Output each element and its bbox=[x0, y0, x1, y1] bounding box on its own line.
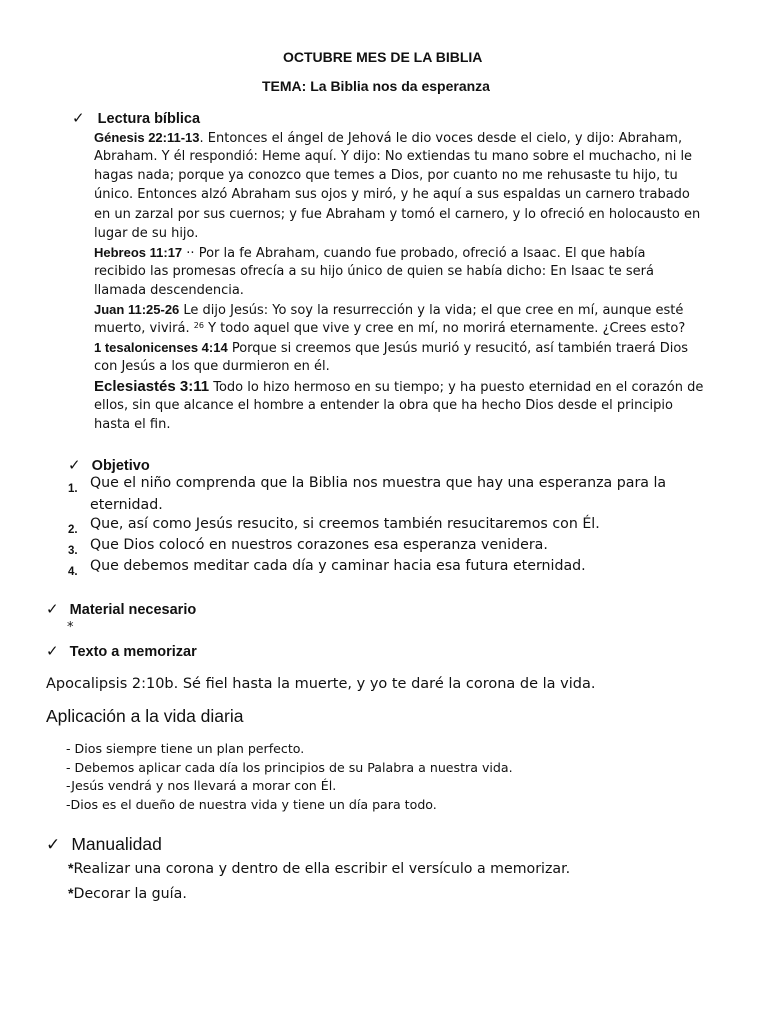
list-text: Decorar la guía. bbox=[73, 886, 187, 902]
genesis-line-5: en un zarzal por sus cuernos; y fue Abraham y tomó el carnero, y lo ofreció en holocausto en bbox=[94, 207, 701, 222]
list-item bbox=[68, 516, 600, 537]
list-item bbox=[68, 475, 667, 496]
list-text: Que Dios colocó en nuestros corazones esa esperanza venidera. bbox=[90, 537, 548, 553]
list-item: - Debemos aplicar cada día los principios de su Palabra a nuestra vida. bbox=[66, 760, 513, 775]
material-heading: Material necesario bbox=[69, 602, 197, 618]
tema-line bbox=[262, 78, 490, 94]
genesis-line-6: lugar de su hijo. bbox=[94, 226, 199, 241]
list-number: 3. bbox=[68, 545, 78, 557]
checkmark-icon: ✓ bbox=[46, 642, 59, 660]
tesalonicenses-line-2: con Jesús a los que durmieron en él. bbox=[94, 359, 330, 374]
verse-text: Porque si creemos que Jesús murió y resucitó, así también traerá Dios bbox=[227, 341, 689, 356]
material-note: * bbox=[67, 620, 74, 635]
genesis-line-3: hagas nada; porque ya conozco que temes a Dios, por cuanto no me rehusaste tu hijo, tu bbox=[94, 168, 678, 183]
verse-text: ·· Por la fe Abraham, cuando fue probado, ofreció a Isaac. El que había bbox=[182, 246, 646, 261]
texto-heading-row bbox=[46, 641, 197, 660]
list-number: 2. bbox=[68, 524, 78, 536]
list-item: -Jesús vendrá y nos llevará a morar con Él. bbox=[66, 778, 337, 793]
list-text: Que el niño comprenda que la Biblia nos muestra que hay una esperanza para la bbox=[90, 475, 667, 491]
memory-verse: Apocalipsis 2:10b. Sé fiel hasta la muerte, y yo te daré la corona de la vida. bbox=[46, 676, 596, 692]
juan-line-1 bbox=[94, 302, 683, 318]
list-item bbox=[68, 537, 548, 558]
genesis-line-2: Abraham. Y él respondió: Heme aquí. Y dijo: No extiendas tu mano sobre el muchacho, ni le bbox=[94, 149, 693, 164]
verse-reference: Eclesiastés 3:11 bbox=[94, 378, 210, 395]
list-text: Realizar una corona y dentro de ella escribir el versículo a memorizar. bbox=[73, 861, 571, 877]
objetivo-heading-row bbox=[68, 455, 150, 474]
list-item bbox=[68, 861, 570, 877]
verse-reference: 1 tesalonicenses 4:14 bbox=[94, 340, 228, 355]
list-item-continuation: eternidad. bbox=[90, 497, 163, 513]
genesis-line-1 bbox=[94, 130, 682, 146]
checkmark-icon: ✓ bbox=[46, 600, 59, 618]
page-title: OCTUBRE MES DE LA BIBLIA bbox=[283, 49, 483, 65]
list-number: 4. bbox=[68, 566, 78, 578]
lectura-heading-row bbox=[72, 108, 200, 127]
verse-text: . Entonces el ángel de Jehová le dio voces desde el cielo, y dijo: Abraham, bbox=[199, 131, 683, 146]
verse-text: muerto, vivirá. bbox=[94, 321, 194, 336]
tema-label: TEMA bbox=[262, 78, 302, 94]
checkmark-icon: ✓ bbox=[46, 835, 61, 855]
verse-number: 26 bbox=[193, 321, 204, 330]
verse-reference: Génesis 22:11-13 bbox=[94, 130, 200, 145]
tema-text: : La Biblia nos da esperanza bbox=[301, 78, 490, 94]
eclesiastes-line-1 bbox=[94, 378, 703, 395]
bullet-star: * bbox=[68, 886, 74, 902]
bullet-star: * bbox=[68, 861, 74, 877]
texto-heading: Texto a memorizar bbox=[69, 644, 197, 660]
genesis-line-4: único. Entonces alzó Abraham sus ojos y miró, y he aquí a sus espaldas un carnero trabado bbox=[94, 187, 690, 202]
eclesiastes-line-3: hasta el fin. bbox=[94, 417, 171, 432]
list-number: 1. bbox=[68, 483, 78, 495]
lectura-heading: Lectura bíblica bbox=[97, 111, 201, 127]
list-item bbox=[68, 886, 187, 902]
checkmark-icon: ✓ bbox=[68, 456, 81, 474]
aplicacion-heading: Aplicación a la vida diaria bbox=[46, 706, 244, 726]
list-item: - Dios siempre tiene un plan perfecto. bbox=[66, 741, 305, 756]
manualidad-heading-row bbox=[46, 834, 162, 855]
list-text: Que debemos meditar cada día y caminar hacia esa futura eternidad. bbox=[90, 558, 586, 574]
verse-reference: Juan 11:25-26 bbox=[94, 302, 180, 317]
verse-text: Todo lo hizo hermoso en su tiempo; y ha puesto eternidad en el corazón de bbox=[209, 380, 704, 395]
list-item: -Dios es el dueño de nuestra vida y tiene un día para todo. bbox=[66, 797, 437, 812]
juan-line-2 bbox=[94, 321, 685, 336]
hebreos-line-3: llamada descendencia. bbox=[94, 283, 244, 298]
verse-text: Le dijo Jesús: Yo soy la resurrección y la vida; el que cree en mí, aunque esté bbox=[179, 303, 684, 318]
hebreos-line-1 bbox=[94, 245, 645, 261]
verse-reference: Hebreos 11:17 bbox=[94, 245, 183, 260]
list-item bbox=[68, 558, 586, 579]
checkmark-icon: ✓ bbox=[72, 109, 85, 127]
verse-text: Y todo aquel que vive y cree en mí, no morirá eternamente. ¿Crees esto? bbox=[203, 321, 686, 336]
manualidad-heading: Manualidad bbox=[71, 834, 162, 854]
list-text: Que, así como Jesús resucito, si creemos también resucitaremos con Él. bbox=[90, 516, 600, 532]
objetivo-heading: Objetivo bbox=[91, 458, 150, 474]
tesalonicenses-line-1 bbox=[94, 340, 688, 356]
material-heading-row bbox=[46, 599, 196, 618]
eclesiastes-line-2: ellos, sin que alcance el hombre a entender la obra que ha hecho Dios desde el principio bbox=[94, 398, 673, 413]
hebreos-line-2: recibido las promesas ofrecía a su hijo único de quien se había dicho: En Isaac te será bbox=[94, 264, 654, 279]
